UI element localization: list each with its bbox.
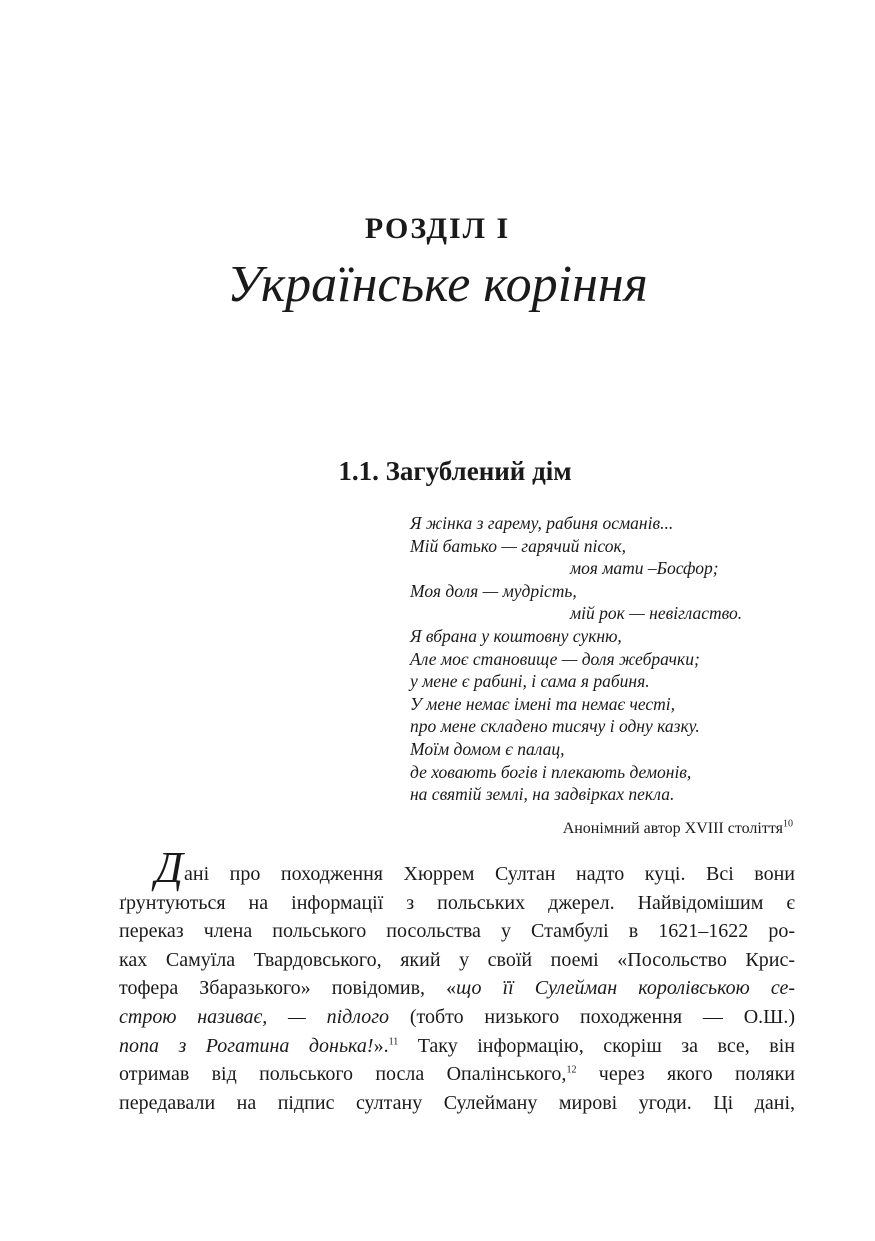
quote-italic: попа з Рогатина донька! — [119, 1034, 374, 1057]
footnote-marker: 12 — [566, 1064, 577, 1076]
attribution-text: Анонімний автор XVIII століття — [562, 820, 783, 837]
epigraph-attribution — [563, 820, 793, 838]
poem-line: У мене немає імені та немає честі, — [410, 693, 676, 714]
drop-cap: Д — [155, 843, 183, 892]
body-paragraph — [119, 843, 795, 1117]
chapter-label: РОЗДІЛ І — [364, 212, 511, 245]
poem-line: Моя доля — мудрість, — [410, 580, 577, 601]
text-line — [119, 1060, 795, 1089]
text-segment: отримав від польського посла Опалінського, — [119, 1063, 567, 1086]
poem-line: мій рок — невігластво. — [570, 603, 743, 624]
poem-line: у мене є рабині, і сама я рабиня. — [410, 671, 650, 692]
text-segment: Таку інформацію, скоріш за все, він — [398, 1034, 795, 1057]
poem-line: Моїм домом є палац, — [410, 738, 565, 759]
text-line: передавали на підпис султану Сулейману мирові угоди. Ці дані, — [119, 1091, 795, 1114]
footnote-marker: 11 — [388, 1035, 399, 1047]
poem-line: на святій землі, на задвірках пекла. — [410, 784, 675, 805]
text-line: ґрунтуються на інформації з польських джерел. Найвідомішим є — [119, 891, 795, 914]
text-line — [119, 974, 795, 1003]
section-title: 1.1. Загублений дім — [338, 456, 572, 486]
poem-line: Але моє становище — доля жебрачки; — [410, 648, 700, 669]
text-segment: (тобто низького походження — О.Ш.) — [389, 1005, 795, 1028]
quote-italic: що її Сулейман королівською се- — [456, 977, 795, 1000]
footnote-marker: 10 — [783, 818, 793, 830]
poem-line: про мене складено тисячу і одну казку. — [410, 716, 700, 737]
chapter-title: Українське коріння — [227, 256, 648, 313]
text-line — [119, 843, 795, 892]
poem-line: де ховають богів і плекають демонів, — [410, 761, 692, 782]
quote-italic: строю називає, — підлого — [119, 1005, 390, 1028]
text-segment: ані про походження Хюррем Султан надто куці. Всі вони — [184, 863, 795, 885]
text-segment: через якого поляки — [576, 1063, 795, 1086]
text-line — [119, 1032, 795, 1061]
poem-line: Я жінка з гарему, рабиня османів... — [410, 513, 674, 533]
text-line: ках Самуїла Твардовського, який у своїй поемі «Посольство Крис- — [119, 948, 795, 971]
text-line — [119, 1003, 795, 1032]
text-line: переказ члена польського посольства у Стамбулі в 1621–1622 ро- — [119, 920, 795, 943]
text-segment: ». — [373, 1034, 389, 1057]
epigraph-poem — [410, 512, 810, 806]
text-segment: тофера Збаразького» повідомив, « — [119, 977, 457, 1000]
poem-line: моя мати –Босфор; — [570, 558, 719, 579]
poem-line: Мій батько — гарячий пісок, — [410, 535, 627, 556]
poem-line: Я вбрана у коштовну сукню, — [410, 625, 622, 646]
